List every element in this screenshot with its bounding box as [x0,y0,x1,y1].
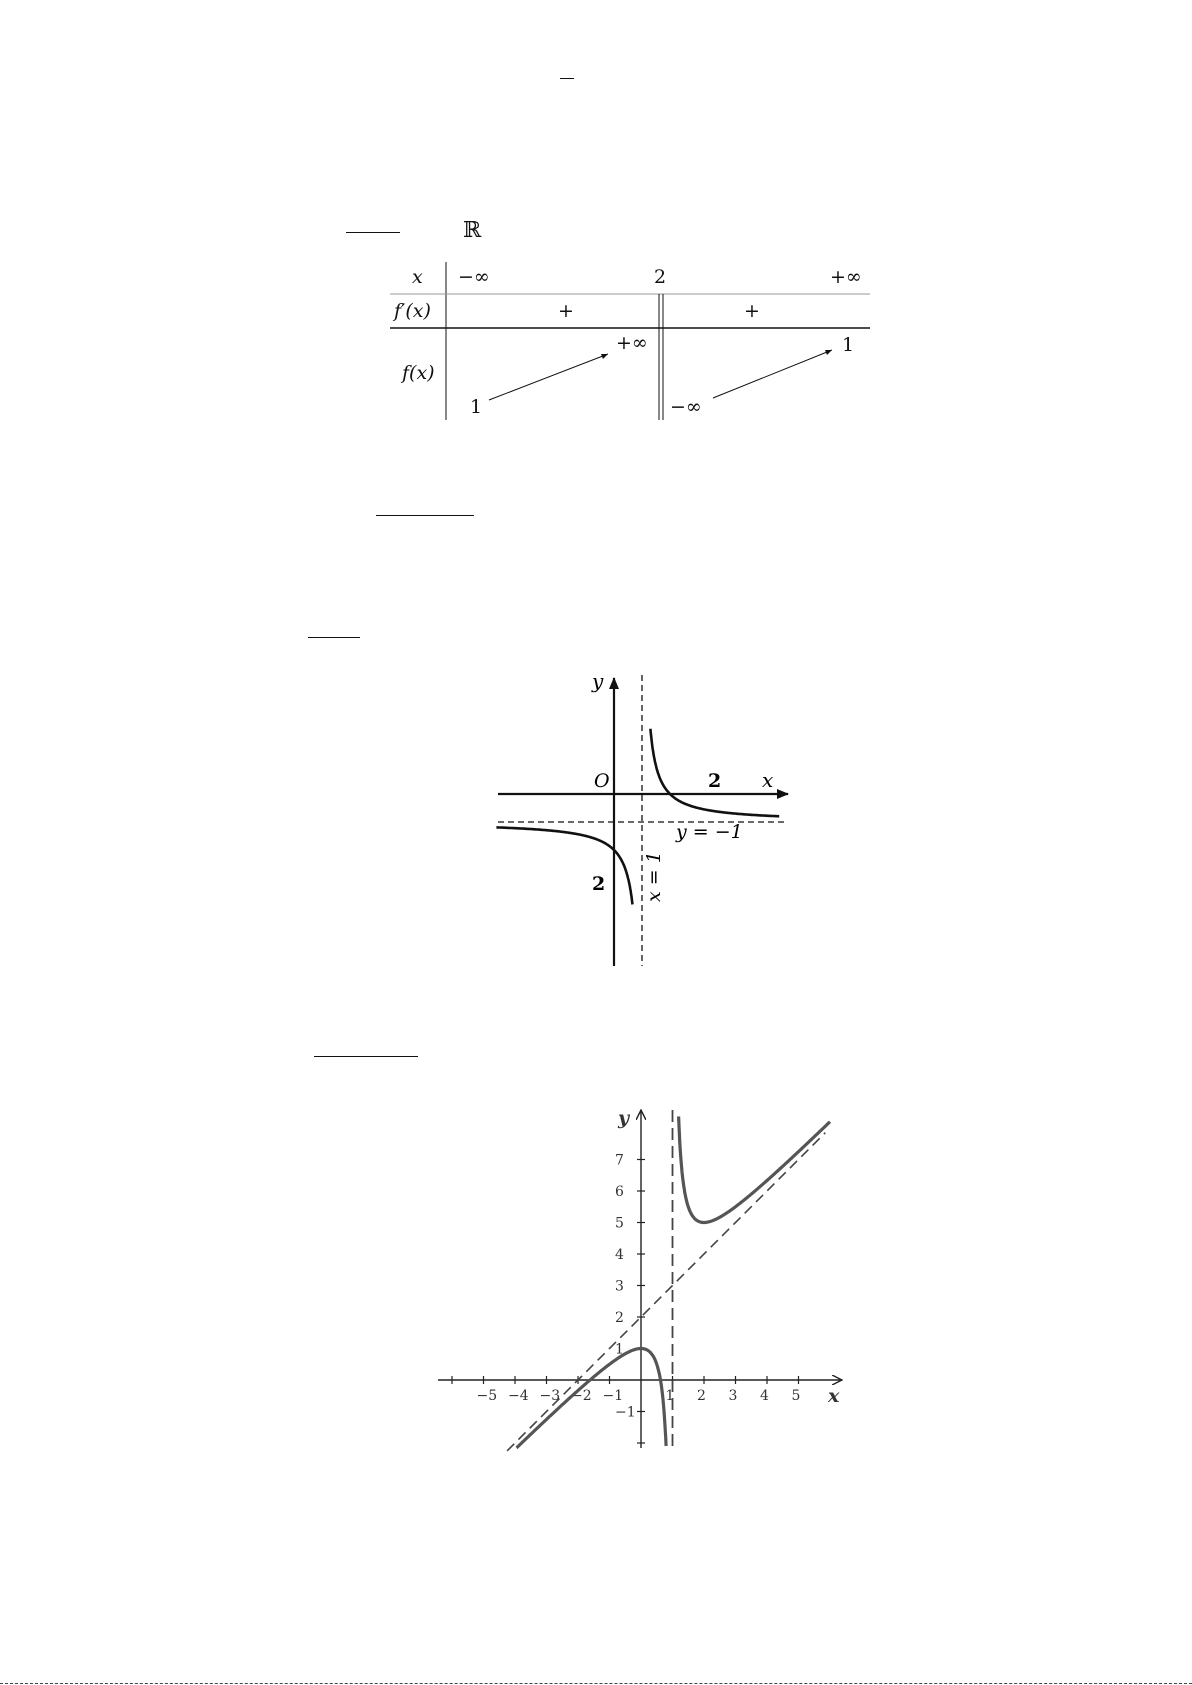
x-tick-label: −1 [602,1388,624,1404]
row-label-x: x [412,266,423,288]
origin-label: O [594,770,610,792]
y-tick-label: 4 [615,1247,624,1263]
x-tick-label: 3 [728,1388,738,1404]
sign-right: + [744,300,760,322]
row-label-function: f(x) [402,362,435,384]
y-tick-label: 3 [615,1278,624,1295]
right-branch-end: 1 [842,334,855,356]
x-value-two: 2 [654,266,667,288]
left-branch-start: 1 [470,396,483,418]
x-tick-label: −2 [571,1388,592,1404]
x-tick-label: −3 [539,1388,561,1404]
sign-left: + [558,300,574,322]
vertical-asymptote-label: x = 1 [643,851,665,902]
x-value-plus-infinity: +∞ [830,266,862,288]
y-tick-label: −1 [615,1404,636,1421]
y-intercept-label: 2 [592,873,606,895]
right-curve-branch [679,1116,830,1222]
left-branch-end: +∞ [616,332,648,354]
y-tick-label: 1 [615,1341,624,1358]
underline-rule-3 [308,637,360,638]
x-tick-label: 4 [760,1388,769,1404]
underline-rule-2 [376,515,474,516]
x-tick-label: 1 [665,1388,675,1404]
fig1-x-axis-label: x [762,768,774,792]
underline-rule-4 [314,1056,418,1057]
fig1-y-axis-label: y [592,670,604,693]
y-tick-label: 7 [615,1152,624,1169]
x-tick-label: −5 [476,1388,498,1404]
row-label-derivative: f′(x) [394,300,431,322]
y-tick-label: 2 [615,1310,624,1326]
underline-rule-1 [346,232,400,233]
horizontal-asymptote-label: y = −1 [676,821,743,843]
page-bottom-border [0,1683,1192,1684]
y-tick-label: 6 [615,1184,624,1200]
left-hyperbola-branch [496,827,632,904]
real-numbers-symbol: ℝ [463,218,482,243]
x-tick-label: −4 [508,1388,529,1404]
hyperbola-graph [490,670,800,970]
variation-table [390,262,870,422]
y-tick-label: 5 [615,1215,624,1232]
x-tick-label: 5 [791,1388,801,1404]
x-value-minus-infinity: −∞ [458,266,490,288]
x-tick-label: 2 [697,1388,706,1404]
overline-mark [560,78,574,79]
oblique-asymptote-graph [430,1100,850,1460]
fig2-y-axis-label: y [618,1107,630,1129]
right-branch-start: −∞ [670,396,702,418]
fig2-x-axis-label: x [828,1385,840,1407]
x-intercept-label: 2 [708,770,722,792]
